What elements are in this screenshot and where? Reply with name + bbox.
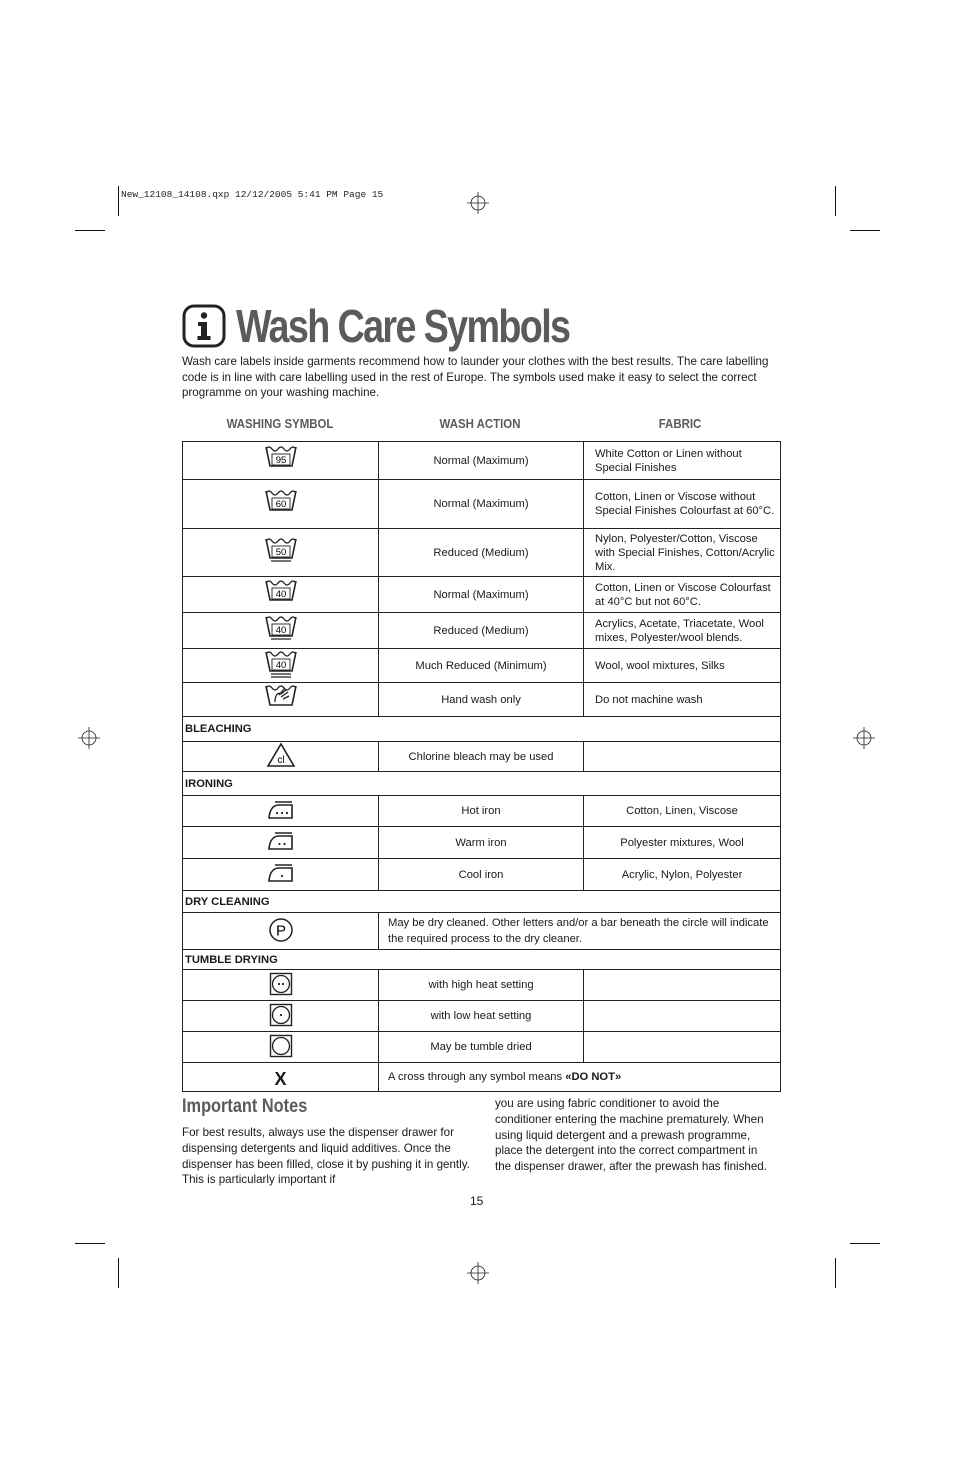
symbol-cell [183, 1063, 379, 1092]
tumble-dry-icon [269, 1034, 293, 1058]
table-row [183, 649, 781, 683]
symbol-cell [183, 970, 379, 1001]
symbol-cell [183, 796, 379, 827]
table-row [183, 970, 781, 1001]
symbol-cell [183, 442, 379, 480]
table-row [183, 613, 781, 649]
cross-description: A cross through any symbol means [388, 1071, 566, 1083]
fabric-cell: Do not machine wash [584, 683, 781, 717]
crop-mark [118, 186, 119, 216]
wash-action-cell: with high heat setting [379, 970, 584, 1001]
wash-95-icon [264, 444, 298, 474]
section-heading: IRONING [183, 772, 781, 796]
symbol-cell [183, 529, 379, 577]
fabric-cell: Wool, wool mixtures, Silks [584, 649, 781, 683]
crop-mark [835, 1258, 836, 1288]
wash-action-cell: Much Reduced (Minimum) [379, 649, 584, 683]
notes-heading: Important Notes [182, 1096, 308, 1117]
symbol-cell [183, 649, 379, 683]
svg-text:cl: cl [276, 755, 285, 766]
title-block [182, 298, 643, 354]
section-row [183, 717, 781, 742]
tumble-low-heat-icon [269, 1003, 293, 1027]
symbol-cell [183, 1001, 379, 1032]
fabric-cell [584, 742, 781, 772]
table-row [183, 796, 781, 827]
table-row [183, 827, 781, 859]
fabric-cell [584, 1032, 781, 1063]
care-symbols-table [182, 441, 781, 1092]
page-number: 15 [470, 1194, 484, 1208]
wash-action-cell: Hot iron [379, 796, 584, 827]
crop-mark [835, 186, 836, 216]
symbol-cell [183, 577, 379, 613]
table-row [183, 742, 781, 772]
wash-action-cell: May be tumble dried [379, 1032, 584, 1063]
wash-60-icon [264, 488, 298, 518]
wash-50-bar-icon [264, 536, 298, 566]
table-row [183, 577, 781, 613]
notes-left-column: For best results, always use the dispenser drawer for dispensing detergents and liquid additives. Once the dispenser has been filled, close it by pushing it in gently. This is particularly important if [182, 1126, 470, 1187]
wash-action-cell: Cool iron [379, 859, 584, 891]
notes-right-column: you are using fabric conditioner to avoid the conditioner entering the machine prematurely. When using liquid detergent and a prewash programme, place the detergent into the correct compartment in the dispenser drawer, after the prewash has finished. [495, 1097, 767, 1174]
section-heading: BLEACHING [183, 717, 781, 742]
crop-mark [850, 230, 880, 231]
column-header-symbol: WASHING SYMBOL [226, 416, 334, 431]
registration-mark-icon [467, 1262, 489, 1284]
wash-action-cell: Normal (Maximum) [379, 480, 584, 529]
fabric-cell: Acrylics, Acetate, Triacetate, Wool mixes, Polyester/wool blends. [584, 613, 781, 649]
crop-mark [118, 1258, 119, 1288]
table-row [183, 1032, 781, 1063]
table-row [183, 859, 781, 891]
print-slug: New_12108_14108.qxp 12/12/2005 5:41 PM Page 15 [121, 189, 384, 200]
wash-action-cell: Hand wash only [379, 683, 584, 717]
crop-mark [850, 1243, 880, 1244]
svg-text:50: 50 [275, 547, 286, 559]
section-row [183, 950, 781, 970]
section-heading: DRY CLEANING [183, 891, 781, 913]
wash-40-bar-icon [264, 614, 298, 644]
registration-mark-icon [467, 192, 489, 214]
symbol-cell [183, 480, 379, 529]
iron-hot-icon [266, 798, 296, 822]
symbol-cell [183, 613, 379, 649]
fabric-cell: Cotton, Linen, Viscose [584, 796, 781, 827]
wash-action-cell: Normal (Maximum) [379, 442, 584, 480]
table-row [183, 529, 781, 577]
info-icon [182, 304, 226, 348]
wash-action-cell: Normal (Maximum) [379, 577, 584, 613]
iron-cool-icon [266, 861, 296, 885]
intro-paragraph: Wash care labels inside garments recommend how to launder your clothes with the best results. The care labelling code is in line with care labelling used in the rest of Europe. The symbols used make it easy to select the correct programme on your washing machine. [182, 355, 769, 400]
table-row [183, 913, 781, 950]
column-header-action: WASH ACTION [439, 416, 521, 431]
wash-40-icon [264, 578, 298, 608]
table-row [183, 442, 781, 480]
crop-mark [75, 230, 105, 231]
wash-action-cell: Chlorine bleach may be used [379, 742, 584, 772]
table-row [183, 683, 781, 717]
section-row [183, 772, 781, 796]
wash-action-cell: Reduced (Medium) [379, 529, 584, 577]
do-not-emphasis: «DO NOT» [565, 1071, 622, 1083]
svg-text:P: P [275, 922, 286, 939]
dry-clean-p-icon [268, 917, 294, 943]
fabric-cell: Nylon, Polyester/Cotton, Viscose with Special Finishes, Cotton/Acrylic Mix. [584, 529, 781, 577]
wash-action-cell: with low heat setting [379, 1001, 584, 1032]
svg-text:40: 40 [275, 660, 286, 672]
description-cell [379, 1063, 781, 1092]
tumble-high-heat-icon [269, 972, 293, 996]
fabric-cell: White Cotton or Linen without Special Finishes [584, 442, 781, 480]
table-row [183, 1001, 781, 1032]
fabric-cell: Cotton, Linen or Viscose without Special Finishes Colourfast at 60°C. [584, 480, 781, 529]
symbol-cell [183, 859, 379, 891]
wash-action-cell: Warm iron [379, 827, 584, 859]
fabric-cell [584, 1001, 781, 1032]
wash-40-double-bar-icon [264, 649, 298, 679]
wash-action-cell: Reduced (Medium) [379, 613, 584, 649]
symbol-cell [183, 827, 379, 859]
symbol-cell [183, 913, 379, 950]
fabric-cell [584, 970, 781, 1001]
symbol-cell [183, 683, 379, 717]
table-row [183, 480, 781, 529]
fabric-cell: Polyester mixtures, Wool [584, 827, 781, 859]
column-header-fabric: FABRIC [658, 416, 702, 431]
symbol-cell [183, 742, 379, 772]
svg-text:40: 40 [275, 589, 286, 601]
table-row [183, 1063, 781, 1092]
hand-wash-icon [264, 683, 298, 713]
description-cell: May be dry cleaned. Other letters and/or a bar beneath the circle will indicate the required process to the dry cleaner. [379, 913, 781, 950]
page-title: Wash Care Symbols [236, 300, 570, 352]
cross-icon: X [274, 1068, 287, 1089]
section-heading: TUMBLE DRYING [183, 950, 781, 970]
section-row [183, 891, 781, 913]
chlorine-bleach-icon [266, 742, 296, 768]
crop-mark [75, 1243, 105, 1244]
svg-text:95: 95 [275, 455, 286, 467]
registration-mark-icon [853, 727, 875, 749]
symbol-cell [183, 1032, 379, 1063]
svg-text:40: 40 [275, 625, 286, 637]
fabric-cell: Cotton, Linen or Viscose Colourfast at 40°C but not 60°C. [584, 577, 781, 613]
registration-mark-icon [78, 727, 100, 749]
fabric-cell: Acrylic, Nylon, Polyester [584, 859, 781, 891]
svg-text:60: 60 [275, 498, 286, 510]
iron-warm-icon [266, 829, 296, 853]
